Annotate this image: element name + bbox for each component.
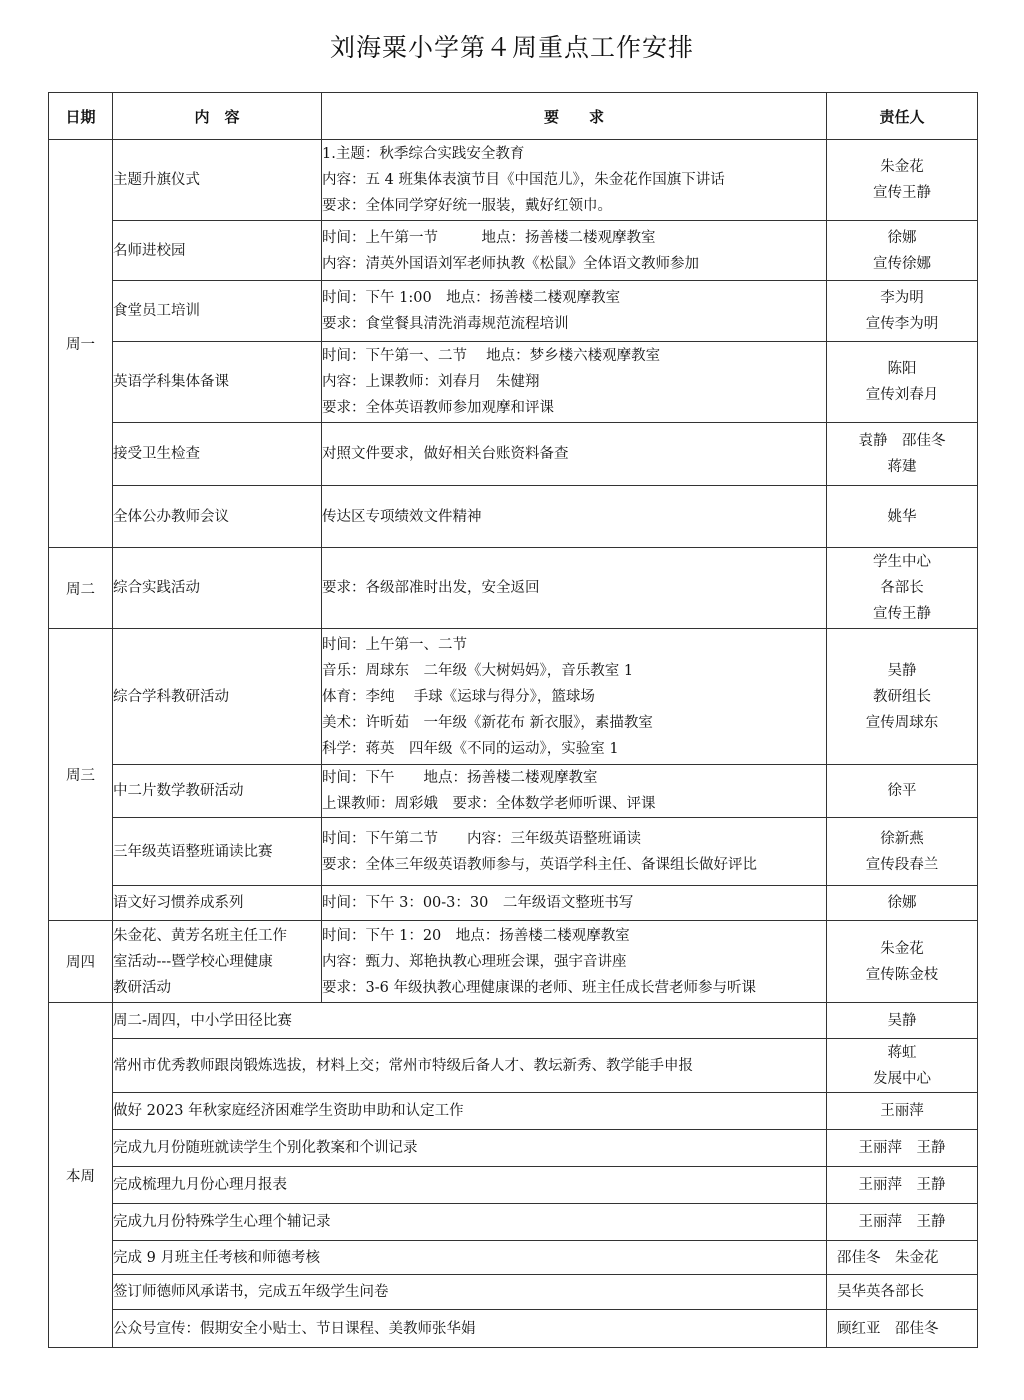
week-task-cell: 完成九月份特殊学生心理个辅记录 (113, 1204, 827, 1241)
header-row (49, 93, 978, 140)
requirement-line: 时间：上午第一节 地点：扬善楼二楼观摩教室 (322, 229, 656, 246)
day-cell-week: 本周 (49, 1003, 113, 1348)
owner-line: 吴静 (887, 662, 917, 679)
owner-cell (827, 281, 978, 342)
task-cell: 三年级英语整班诵读比赛 (113, 818, 322, 886)
table-row (49, 765, 978, 818)
requirement-line: 科学：蒋英 四年级《不同的运动》，实验室 1 (322, 740, 619, 757)
task-cell: 主题升旗仪式 (113, 140, 322, 221)
owner-cell (827, 1093, 978, 1130)
header-date: 日期 (49, 93, 113, 140)
requirement-line: 对照文件要求，做好相关台账资料备查 (322, 446, 569, 462)
requirement-line: 要求：3-6 年级执教心理健康课的老师、班主任成长营老师参与听课 (322, 979, 756, 996)
owner-line: 吴静 (887, 1012, 917, 1029)
requirement-cell (322, 629, 827, 765)
task-cell: 综合学科教研活动 (113, 629, 322, 765)
owner-line: 宣传刘春月 (865, 387, 939, 403)
owner-line: 宣传段春兰 (865, 856, 939, 873)
owner-cell (827, 1275, 978, 1310)
requirement-cell (322, 221, 827, 281)
owner-line: 徐平 (887, 783, 917, 799)
requirement-line: 要求：全体同学穿好统一服装，戴好红领巾。 (322, 198, 612, 214)
table-row (49, 1310, 978, 1348)
day-cell-thu: 周四 (49, 921, 113, 1003)
owner-line: 吴华英各部长 (837, 1284, 924, 1300)
owner-line: 徐新燕 (880, 830, 924, 847)
table-row (49, 140, 978, 221)
requirement-line: 时间：下午 3：00-3：30 二年级语文整班书写 (322, 895, 634, 911)
task-cell: 英语学科集体备课 (113, 342, 322, 423)
owner-cell (827, 548, 978, 629)
owner-line: 陈阳 (887, 361, 917, 377)
task-cell: 食堂员工培训 (113, 281, 322, 342)
header-requirements: 要 求 (322, 93, 827, 140)
requirement-line: 时间：下午 地点：扬善楼二楼观摩教室 (322, 770, 598, 786)
owner-cell (827, 886, 978, 921)
requirement-cell (322, 921, 827, 1003)
requirement-line: 传达区专项绩效文件精神 (322, 508, 482, 525)
week-task-cell: 常州市优秀教师跟岗锻炼选拔，材料上交；常州市特级后备人才、教坛新秀、教学能手申报 (113, 1039, 827, 1093)
table-row (49, 221, 978, 281)
owner-line: 袁静 邵佳冬 (858, 433, 946, 449)
requirement-line: 要求：食堂餐具清洗消毒规范流程培训 (322, 316, 569, 332)
owner-cell (827, 342, 978, 423)
week-task-cell: 周二-周四，中小学田径比赛 (113, 1003, 827, 1039)
owner-line: 王丽萍 王静 (858, 1140, 946, 1156)
owner-line: 邵佳冬 朱金花 (837, 1249, 939, 1266)
table-row (49, 1039, 978, 1093)
owner-line: 李为明 (880, 290, 924, 306)
task-cell: 中二片数学教研活动 (113, 765, 322, 818)
owner-line: 徐娜 (887, 229, 917, 246)
owner-line: 蒋建 (887, 459, 917, 475)
requirement-line: 上课教师：周彩娥 要求：全体数学老师听课、评课 (322, 796, 656, 812)
table-row (49, 629, 978, 765)
owner-line: 发展中心 (873, 1070, 931, 1087)
table-row (49, 342, 978, 423)
requirement-line: 内容：上课教师：刘春月 朱健翔 (322, 374, 540, 390)
task-line: 教研活动 (113, 979, 171, 996)
requirement-line: 内容：清英外国语刘军老师执教《松鼠》全体语文教师参加 (322, 255, 699, 272)
table-row (49, 1167, 978, 1204)
owner-cell (827, 818, 978, 886)
requirement-cell (322, 486, 827, 548)
owner-cell (827, 1130, 978, 1167)
owner-line: 王丽萍 王静 (858, 1177, 946, 1193)
owner-line: 各部长 (880, 580, 924, 596)
owner-line: 学生中心 (873, 554, 931, 570)
owner-line: 宣传王静 (873, 185, 931, 201)
table-row (49, 423, 978, 486)
table-row (49, 1093, 978, 1130)
day-cell-mon: 周一 (49, 140, 113, 548)
task-cell: 语文好习惯养成系列 (113, 886, 322, 921)
table-row (49, 281, 978, 342)
owner-cell (827, 1310, 978, 1348)
owner-cell (827, 1039, 978, 1093)
task-cell: 名师进校园 (113, 221, 322, 281)
owner-line: 姚华 (887, 508, 917, 525)
requirement-line: 时间：上午第一、二节 (322, 636, 467, 653)
requirement-cell (322, 886, 827, 921)
table-row (49, 1003, 978, 1039)
owner-line: 宣传李为明 (865, 316, 939, 332)
header-content: 内 容 (113, 93, 322, 140)
owner-cell (827, 765, 978, 818)
requirement-line: 时间：下午第一、二节 地点：梦乡楼六楼观摩教室 (322, 348, 661, 364)
owner-line: 宣传王静 (873, 606, 931, 622)
table-row (49, 818, 978, 886)
table-row (49, 921, 978, 1003)
owner-cell (827, 1204, 978, 1241)
requirement-cell (322, 281, 827, 342)
schedule-table (48, 92, 978, 1348)
owner-cell (827, 423, 978, 486)
table-row (49, 1275, 978, 1310)
owner-line: 徐娜 (887, 895, 917, 911)
owner-line: 宣传徐娜 (873, 255, 931, 272)
requirement-cell (322, 342, 827, 423)
requirement-cell (322, 765, 827, 818)
table-row (49, 548, 978, 629)
task-cell (113, 921, 322, 1003)
requirement-line: 体育：李纯 手球《运球与得分》，篮球场 (322, 688, 595, 705)
owner-line: 王丽萍 王静 (858, 1214, 946, 1230)
owner-line: 教研组长 (873, 688, 931, 705)
owner-line: 王丽萍 (880, 1103, 924, 1119)
requirement-cell (322, 423, 827, 486)
owner-cell (827, 1241, 978, 1275)
table-row (49, 1204, 978, 1241)
table-row (49, 886, 978, 921)
week-task-cell: 完成梳理九月份心理月报表 (113, 1167, 827, 1204)
owner-line: 朱金花 (880, 159, 924, 175)
task-cell: 接受卫生检查 (113, 423, 322, 486)
week-task-cell: 完成 9 月班主任考核和师德考核 (113, 1241, 827, 1275)
requirement-line: 美术：许昕茹 一年级《新花布 新衣服》，素描教室 (322, 714, 653, 731)
week-task-cell: 签订师德师风承诺书，完成五年级学生问卷 (113, 1275, 827, 1310)
requirement-line: 要求：各级部准时出发，安全返回 (322, 580, 540, 596)
day-cell-wed: 周三 (49, 629, 113, 921)
week-task-cell: 完成九月份随班就读学生个别化教案和个训记录 (113, 1130, 827, 1167)
task-line: 朱金花、黄芳名班主任工作 (113, 927, 287, 944)
table-row (49, 1130, 978, 1167)
owner-cell (827, 140, 978, 221)
task-cell: 全体公办教师会议 (113, 486, 322, 548)
requirement-line: 时间：下午 1:00 地点：扬善楼二楼观摩教室 (322, 290, 621, 306)
day-cell-tue: 周二 (49, 548, 113, 629)
owner-cell (827, 1003, 978, 1039)
owner-cell (827, 629, 978, 765)
week-task-cell: 公众号宣传：假期安全小贴士、节日课程、美教师张华娟 (113, 1310, 827, 1348)
owner-cell (827, 221, 978, 281)
requirement-cell (322, 818, 827, 886)
requirement-cell (322, 140, 827, 221)
requirement-line: 时间：下午第二节 内容：三年级英语整班诵读 (322, 830, 641, 847)
owner-line: 朱金花 (880, 940, 924, 957)
requirement-cell (322, 548, 827, 629)
requirement-line: 内容：甄力、郑艳执教心理班会课，强宇音讲座 (322, 953, 627, 970)
page-title: 刘海粟小学第４周重点工作安排 (329, 33, 694, 62)
requirement-line: 内容：五 4 班集体表演节目《中国范儿》，朱金花作国旗下讲话 (322, 172, 725, 188)
requirement-line: 1.主题：秋季综合实践安全教育 (322, 146, 525, 162)
requirement-line: 要求：全体三年级英语教师参与，英语学科主任、备课组长做好评比 (322, 856, 757, 873)
task-cell: 综合实践活动 (113, 548, 322, 629)
owner-line: 蒋虹 (887, 1044, 917, 1061)
owner-cell (827, 921, 978, 1003)
requirement-line: 要求：全体英语教师参加观摩和评课 (322, 400, 554, 416)
owner-cell (827, 1167, 978, 1204)
table-row (49, 1241, 978, 1275)
owner-line: 宣传陈金枝 (865, 966, 939, 983)
header-owner: 责任人 (827, 93, 978, 140)
owner-cell (827, 486, 978, 548)
requirement-line: 音乐：周球东 二年级《大树妈妈》，音乐教室 1 (322, 662, 634, 679)
task-line: 室活动---暨学校心理健康 (113, 953, 273, 970)
owner-line: 宣传周球东 (865, 714, 939, 731)
owner-line: 顾红亚 邵佳冬 (837, 1320, 939, 1337)
table-row (49, 486, 978, 548)
requirement-line: 时间：下午 1：20 地点：扬善楼二楼观摩教室 (322, 927, 630, 944)
week-task-cell: 做好 2023 年秋家庭经济困难学生资助申助和认定工作 (113, 1093, 827, 1130)
